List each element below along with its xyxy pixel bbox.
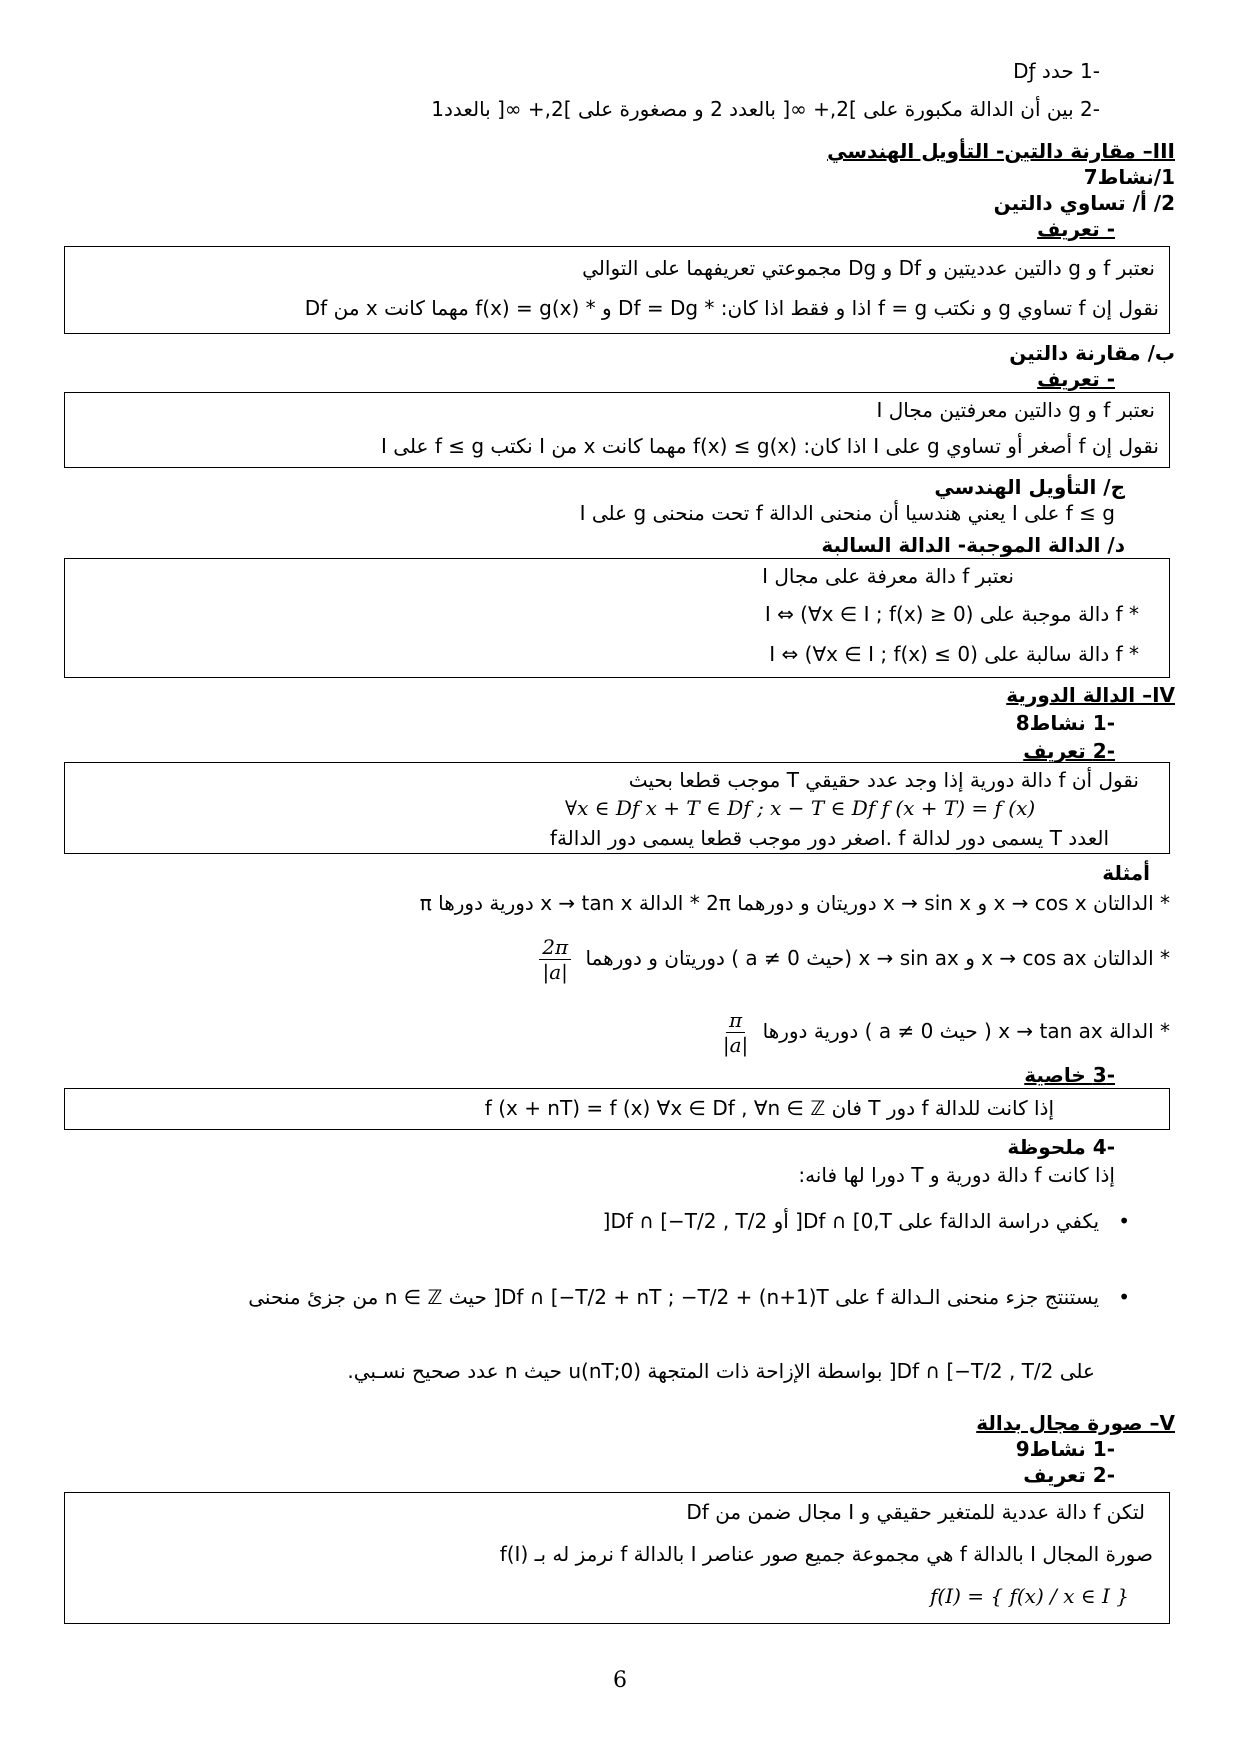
bullet-dot-icon: • [1099,1285,1130,1309]
section-3-activity: 1/نشاط7 [1083,165,1175,189]
definition-box-comparison [64,392,1170,468]
subsection-a-title: 2/ أ/ تساوي دالتين [993,191,1175,215]
section-5-activity: -1 نشاط9 [1015,1437,1115,1461]
definition-periodic-line-2: ∀x ∈ Df x + T ∈ Df ; x − T ∈ Df f (x + T) = f (x) [565,796,1036,820]
definition-image-formula: f(I) = { f(x) / x ∈ I } [930,1584,1129,1608]
exercise-line-2: -2 بين أن الدالة مكبورة على ]2,+ ∞[ بالعدد 2 و مصغورة على ]2,+ ∞[ بالعدد1 [431,97,1100,121]
example-3-denominator: |a| [722,1033,749,1057]
definition-box-sign [64,558,1170,678]
section-4-definition-heading: -2 تعريف [1023,739,1115,763]
definition-box-image [64,1492,1170,1624]
definition-sign-line-1: نعتبر f دالة معرفة على مجال I [762,564,1014,588]
definition-heading-1: - تعريف [1037,217,1115,241]
note-bullet-1 [603,1208,1130,1234]
example-1: * الدالتان x → cos x و x → sin x دوريتان و دورهما 2π * الدالة x → tan x دورية دورها π [419,891,1170,915]
definition-periodic-line-3: العدد T يسمى دور لدالة f .اصغر دور موجب قطعا يسمى دور الدالةf [549,826,1109,850]
example-3-text: * الدالة x → tan ax ( حيث a ≠ 0 ) دورية دورها [762,1019,1170,1043]
property-statement: إذا كانت للدالة f دور T فان f (x + nT) = f (x) ∀x ∈ Df , ∀n ∈ ℤ [484,1096,1054,1120]
note-bullet-1-text: يكفي دراسة الدالةf على Df ∩ [0,T[ أو Df ∩ [−T/2 , T/2[ [602,1209,1100,1233]
subsection-b-title: ب/ مقارنة دالتين [1009,341,1175,365]
section-5-definition-heading: -2 تعريف [1023,1463,1115,1487]
note-bullet-2-text: يستنتج جزء منحنى الـدالة f على Df ∩ [−T/2 + nT ; −T/2 + (n+1)T[ حيث n ∈ ℤ من جزئ منحنى [248,1285,1100,1309]
example-2-fraction [539,935,571,984]
example-2-text: * الدالتان x → cos ax و x → sin ax (حيث a ≠ 0 ) دوريتان و دورهما [585,946,1170,970]
example-3 [723,1008,1170,1057]
definition-sign-line-2: * f دالة موجبة على I ⇔ (∀x ∈ I ; f(x) ≥ 0) [764,602,1139,626]
definition-comparison-line-1: نعتبر f و g دالتين معرفتين مجال I [876,398,1155,422]
definition-periodic-line-1: نقول أن f دالة دورية إذا وجد عدد حقيقي T موجب قطعا بحيث [628,768,1139,792]
property-title: -3 خاصية [1024,1063,1115,1087]
definition-box-equality [64,246,1170,334]
definition-image-line-1: لتكن f دالة عددية للمتغير حقيقي و I مجال ضمن من Df [686,1500,1145,1524]
definition-equality-line-1: نعتبر f و g دالتين عدديتين و Df و Dg مجموعتي تعريفهما على التوالي [582,256,1155,280]
bullet-dot-icon: • [1099,1209,1130,1233]
example-2-denominator: |a| [542,960,568,984]
note-bullet-2 [248,1284,1130,1310]
geometric-interpretation-text: f ≤ g على I يعني هندسيا أن منحنى الدالة f تحت منحنى g على I [579,501,1115,525]
note-bullet-2-continued: على Df ∩ [−T/2 , T/2[ بواسطة الإزاحة ذات المتجهة u(nT;0) حيث n عدد صحيح نسـبي. [347,1359,1095,1383]
section-5-title: V– صورة مجال بدالة [976,1411,1175,1435]
section-3-title: III– مقارنة دالتين- التأويل الهندسي [827,139,1175,163]
subsection-c-title: ج/ التأويل الهندسي [934,475,1125,499]
examples-title: أمثلة [1102,861,1150,885]
example-3-fraction [723,1008,748,1057]
section-4-title: IV– الدالة الدورية [1006,683,1175,707]
example-3-numerator: π [726,1008,745,1033]
example-2-numerator: 2π [539,935,571,960]
page-number: 6 [613,1668,627,1693]
note-intro: إذا كانت f دالة دورية و T دورا لها فانه: [798,1163,1115,1187]
property-box [64,1088,1170,1130]
definition-sign-line-3: * f دالة سالبة على I ⇔ (∀x ∈ I ; f(x) ≤ 0) [769,642,1139,666]
definition-box-periodic [64,762,1170,854]
definition-comparison-line-2: نقول إن f أصغر أو تساوي g على I اذا كان: f(x) ≤ g(x) مهما كانت x من I نكتب f ≤ g على I [380,434,1159,458]
note-title: -4 ملحوظة [1007,1135,1115,1159]
example-2 [539,935,1170,984]
definition-equality-line-2: نقول إن f تساوي g و نكتب f = g اذا و فقط اذا كان: * Df = Dg و * f(x) = g(x) مهما كانت x من Df [304,296,1159,320]
definition-heading-2: - تعريف [1037,367,1115,391]
subsection-d-title: د/ الدالة الموجبة- الدالة السالبة [821,533,1125,557]
section-4-activity: -1 نشاط8 [1015,711,1115,735]
definition-image-line-2: صورة المجال I بالدالة f هي مجموعة جميع صور عناصر I بالدالة f نرمز له بـ f(I) [499,1542,1153,1566]
exercise-line-1: -1 حدد Dƒ [1013,59,1100,83]
